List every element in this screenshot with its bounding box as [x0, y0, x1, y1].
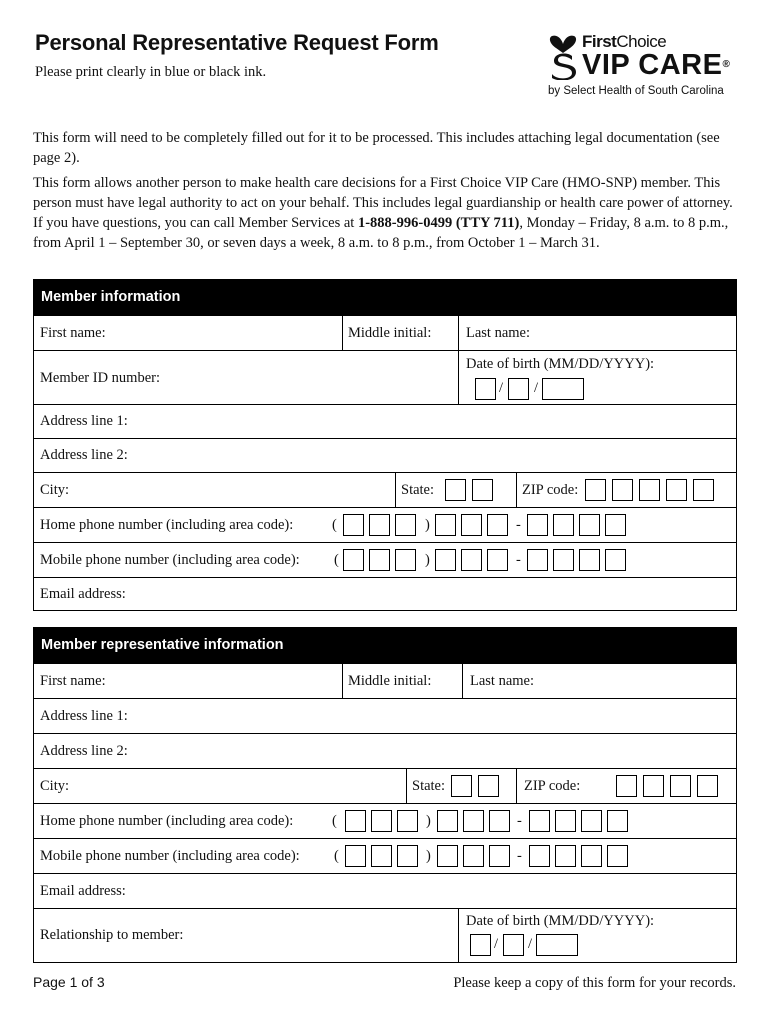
rep-home-phone-line-3[interactable] — [581, 810, 602, 832]
rep-dob-year-box[interactable] — [536, 934, 578, 956]
member-address2-field[interactable]: Address line 2: — [40, 447, 128, 463]
member-home-phone-prefix-2[interactable] — [461, 514, 482, 536]
rep-dob-label: Date of birth (MM/DD/YYYY): — [466, 913, 655, 929]
member-mobile-phone-line-1[interactable] — [527, 549, 548, 571]
rep-state-box-2[interactable] — [478, 775, 499, 797]
rep-home-phone-prefix-3[interactable] — [489, 810, 510, 832]
member-state-box-2[interactable] — [472, 479, 493, 501]
member-state-box-1[interactable] — [445, 479, 466, 501]
member-mobile-phone-area-1[interactable] — [343, 549, 364, 571]
member-middle-initial-field[interactable]: Middle initial: — [348, 325, 432, 341]
tty-number: (TTY 711) — [455, 215, 520, 231]
member-state-label: State: — [401, 482, 435, 498]
member-home-phone-line-3[interactable] — [579, 514, 600, 536]
member-zip-box-3[interactable] — [639, 479, 660, 501]
member-dob-month-box[interactable] — [475, 378, 496, 400]
rep-home-phone-line-4[interactable] — [607, 810, 628, 832]
rep-home-phone-area-2[interactable] — [371, 810, 392, 832]
rep-state-box-1[interactable] — [451, 775, 472, 797]
member-home-phone-line-1[interactable] — [527, 514, 548, 536]
member-home-phone-area-1[interactable] — [343, 514, 364, 536]
member-address2-row — [34, 438, 736, 472]
rep-name-row — [34, 663, 736, 698]
member-zip-box-4[interactable] — [666, 479, 687, 501]
rep-home-phone-prefix-2[interactable] — [463, 810, 484, 832]
rep-city-field[interactable]: City: — [40, 778, 70, 794]
rep-email-row — [34, 873, 736, 908]
member-zip-box-2[interactable] — [612, 479, 633, 501]
page-title: Personal Representative Request Form — [35, 30, 439, 55]
rep-zip-box-4[interactable] — [697, 775, 718, 797]
rep-home-phone-area-1[interactable] — [345, 810, 366, 832]
rep-city-state-zip-row — [34, 768, 736, 803]
footer-note: Please keep a copy of this form for your records. — [453, 975, 736, 991]
member-home-phone-area-3[interactable] — [395, 514, 416, 536]
logo-vip-care-text: VIP CARE® — [582, 49, 731, 81]
rep-zip-box-3[interactable] — [670, 775, 691, 797]
member-mobile-phone-prefix-1[interactable] — [435, 549, 456, 571]
rep-mobile-phone-line-2[interactable] — [555, 845, 576, 867]
representative-section-heading: Member representative information — [34, 628, 736, 663]
member-section-heading: Member information — [34, 280, 736, 315]
rep-home-phone-line-2[interactable] — [555, 810, 576, 832]
rep-relationship-field[interactable]: Relationship to member: — [40, 927, 184, 943]
rep-zip-label: ZIP code: — [524, 778, 581, 794]
member-city-state-zip-row — [34, 472, 736, 507]
rep-state-label: State: — [412, 778, 446, 794]
member-email-row — [34, 577, 736, 611]
member-information-section — [33, 279, 737, 611]
rep-home-phone-line-1[interactable] — [529, 810, 550, 832]
member-mobile-phone-row: Mobile phone number (including area code): ( ) - — [34, 542, 736, 577]
logo-by-line: by Select Health of South Carolina — [548, 85, 724, 97]
member-zip-box-5[interactable] — [693, 479, 714, 501]
rep-address1-field[interactable]: Address line 1: — [40, 708, 128, 724]
rep-address2-field[interactable]: Address line 2: — [40, 743, 128, 759]
member-id-field[interactable]: Member ID number: — [40, 370, 160, 386]
member-mobile-phone-line-3[interactable] — [579, 549, 600, 571]
page-subtitle: Please print clearly in blue or black ink. — [35, 64, 267, 80]
rep-zip-box-2[interactable] — [643, 775, 664, 797]
rep-mobile-phone-prefix-2[interactable] — [463, 845, 484, 867]
member-zip-label: ZIP code: — [522, 482, 579, 498]
rep-address2-row — [34, 733, 736, 768]
rep-zip-box-1[interactable] — [616, 775, 637, 797]
rep-dob-day-box[interactable] — [503, 934, 524, 956]
rep-home-phone-prefix-1[interactable] — [437, 810, 458, 832]
member-home-phone-label: Home phone number (including area code): — [40, 517, 294, 533]
member-mobile-phone-line-4[interactable] — [605, 549, 626, 571]
rep-first-name-field[interactable]: First name: — [40, 673, 106, 689]
rep-relationship-dob-row: Relationship to member: Date of birth (MM/DD/YYYY): / / — [34, 908, 736, 963]
rep-dob-month-box[interactable] — [470, 934, 491, 956]
member-first-name-field[interactable]: First name: — [40, 325, 106, 341]
rep-mobile-phone-area-3[interactable] — [397, 845, 418, 867]
rep-address1-row — [34, 698, 736, 733]
member-zip-box-1[interactable] — [585, 479, 606, 501]
member-dob-year-box[interactable] — [542, 378, 584, 400]
rep-home-phone-label: Home phone number (including area code): — [40, 813, 294, 829]
rep-email-field[interactable]: Email address: — [40, 883, 126, 899]
member-mobile-phone-area-2[interactable] — [369, 549, 390, 571]
rep-home-phone-area-3[interactable] — [397, 810, 418, 832]
member-mobile-phone-prefix-2[interactable] — [461, 549, 482, 571]
first-choice-vip-care-logo — [548, 32, 748, 102]
member-city-field[interactable]: City: — [40, 482, 70, 498]
rep-mobile-phone-line-1[interactable] — [529, 845, 550, 867]
logo-s-mark-icon — [548, 34, 578, 80]
intro-paragraph-1: This form will need to be completely filled out for it to be processed. This includes attaching legal documentation (see page 2). — [33, 130, 720, 166]
rep-mobile-phone-prefix-3[interactable] — [489, 845, 510, 867]
logo-firstchoice-text: FirstChoice — [582, 32, 667, 51]
rep-mobile-phone-area-2[interactable] — [371, 845, 392, 867]
rep-mobile-phone-area-1[interactable] — [345, 845, 366, 867]
member-mobile-phone-area-3[interactable] — [395, 549, 416, 571]
member-mobile-phone-prefix-3[interactable] — [487, 549, 508, 571]
member-last-name-field[interactable]: Last name: — [466, 325, 531, 341]
intro-paragraph-2: This form allows another person to make health care decisions for a First Choice VIP Care (HMO-SNP) member. This person must have legal authority to act on your behalf. This includes legal guardianship or health care power of attorney. If you have questions, you can call Member Services at 1-888-996-0499 (TTY 711), Monday – Friday, 8 a.m. to 8 p.m., from April 1 – September 30, or seven days a week, 8 a.m. to 8 p.m., from October 1 – March 31. — [33, 175, 733, 251]
member-email-field[interactable]: Email address: — [40, 586, 126, 602]
rep-last-name-field[interactable]: Last name: — [470, 673, 535, 689]
member-home-phone-line-4[interactable] — [605, 514, 626, 536]
member-services-phone: 1-888-996-0499 — [357, 215, 453, 231]
member-dob-day-box[interactable] — [508, 378, 529, 400]
member-name-row — [34, 315, 736, 350]
member-home-phone-prefix-3[interactable] — [487, 514, 508, 536]
rep-mobile-phone-line-3[interactable] — [581, 845, 602, 867]
rep-mobile-phone-line-4[interactable] — [607, 845, 628, 867]
member-home-phone-prefix-1[interactable] — [435, 514, 456, 536]
representative-information-section — [33, 627, 737, 963]
member-address1-row — [34, 404, 736, 438]
member-home-phone-row: Home phone number (including area code): ( ) - — [34, 507, 736, 542]
rep-middle-initial-field[interactable]: Middle initial: — [348, 673, 432, 689]
rep-home-phone-row: Home phone number (including area code): ( ) - — [34, 803, 736, 838]
member-home-phone-line-2[interactable] — [553, 514, 574, 536]
rep-mobile-phone-row: Mobile phone number (including area code): ( ) - — [34, 838, 736, 873]
rep-mobile-phone-label: Mobile phone number (including area code): — [40, 848, 300, 864]
rep-mobile-phone-prefix-1[interactable] — [437, 845, 458, 867]
member-id-dob-row: Member ID number: Date of birth (MM/DD/YYYY): / / — [34, 350, 736, 404]
member-address1-field[interactable]: Address line 1: — [40, 413, 128, 429]
page-number: Page 1 of 3 — [33, 974, 105, 990]
member-mobile-phone-line-2[interactable] — [553, 549, 574, 571]
member-dob-label: Date of birth (MM/DD/YYYY): — [466, 356, 655, 372]
member-mobile-phone-label: Mobile phone number (including area code): — [40, 552, 300, 568]
member-home-phone-area-2[interactable] — [369, 514, 390, 536]
